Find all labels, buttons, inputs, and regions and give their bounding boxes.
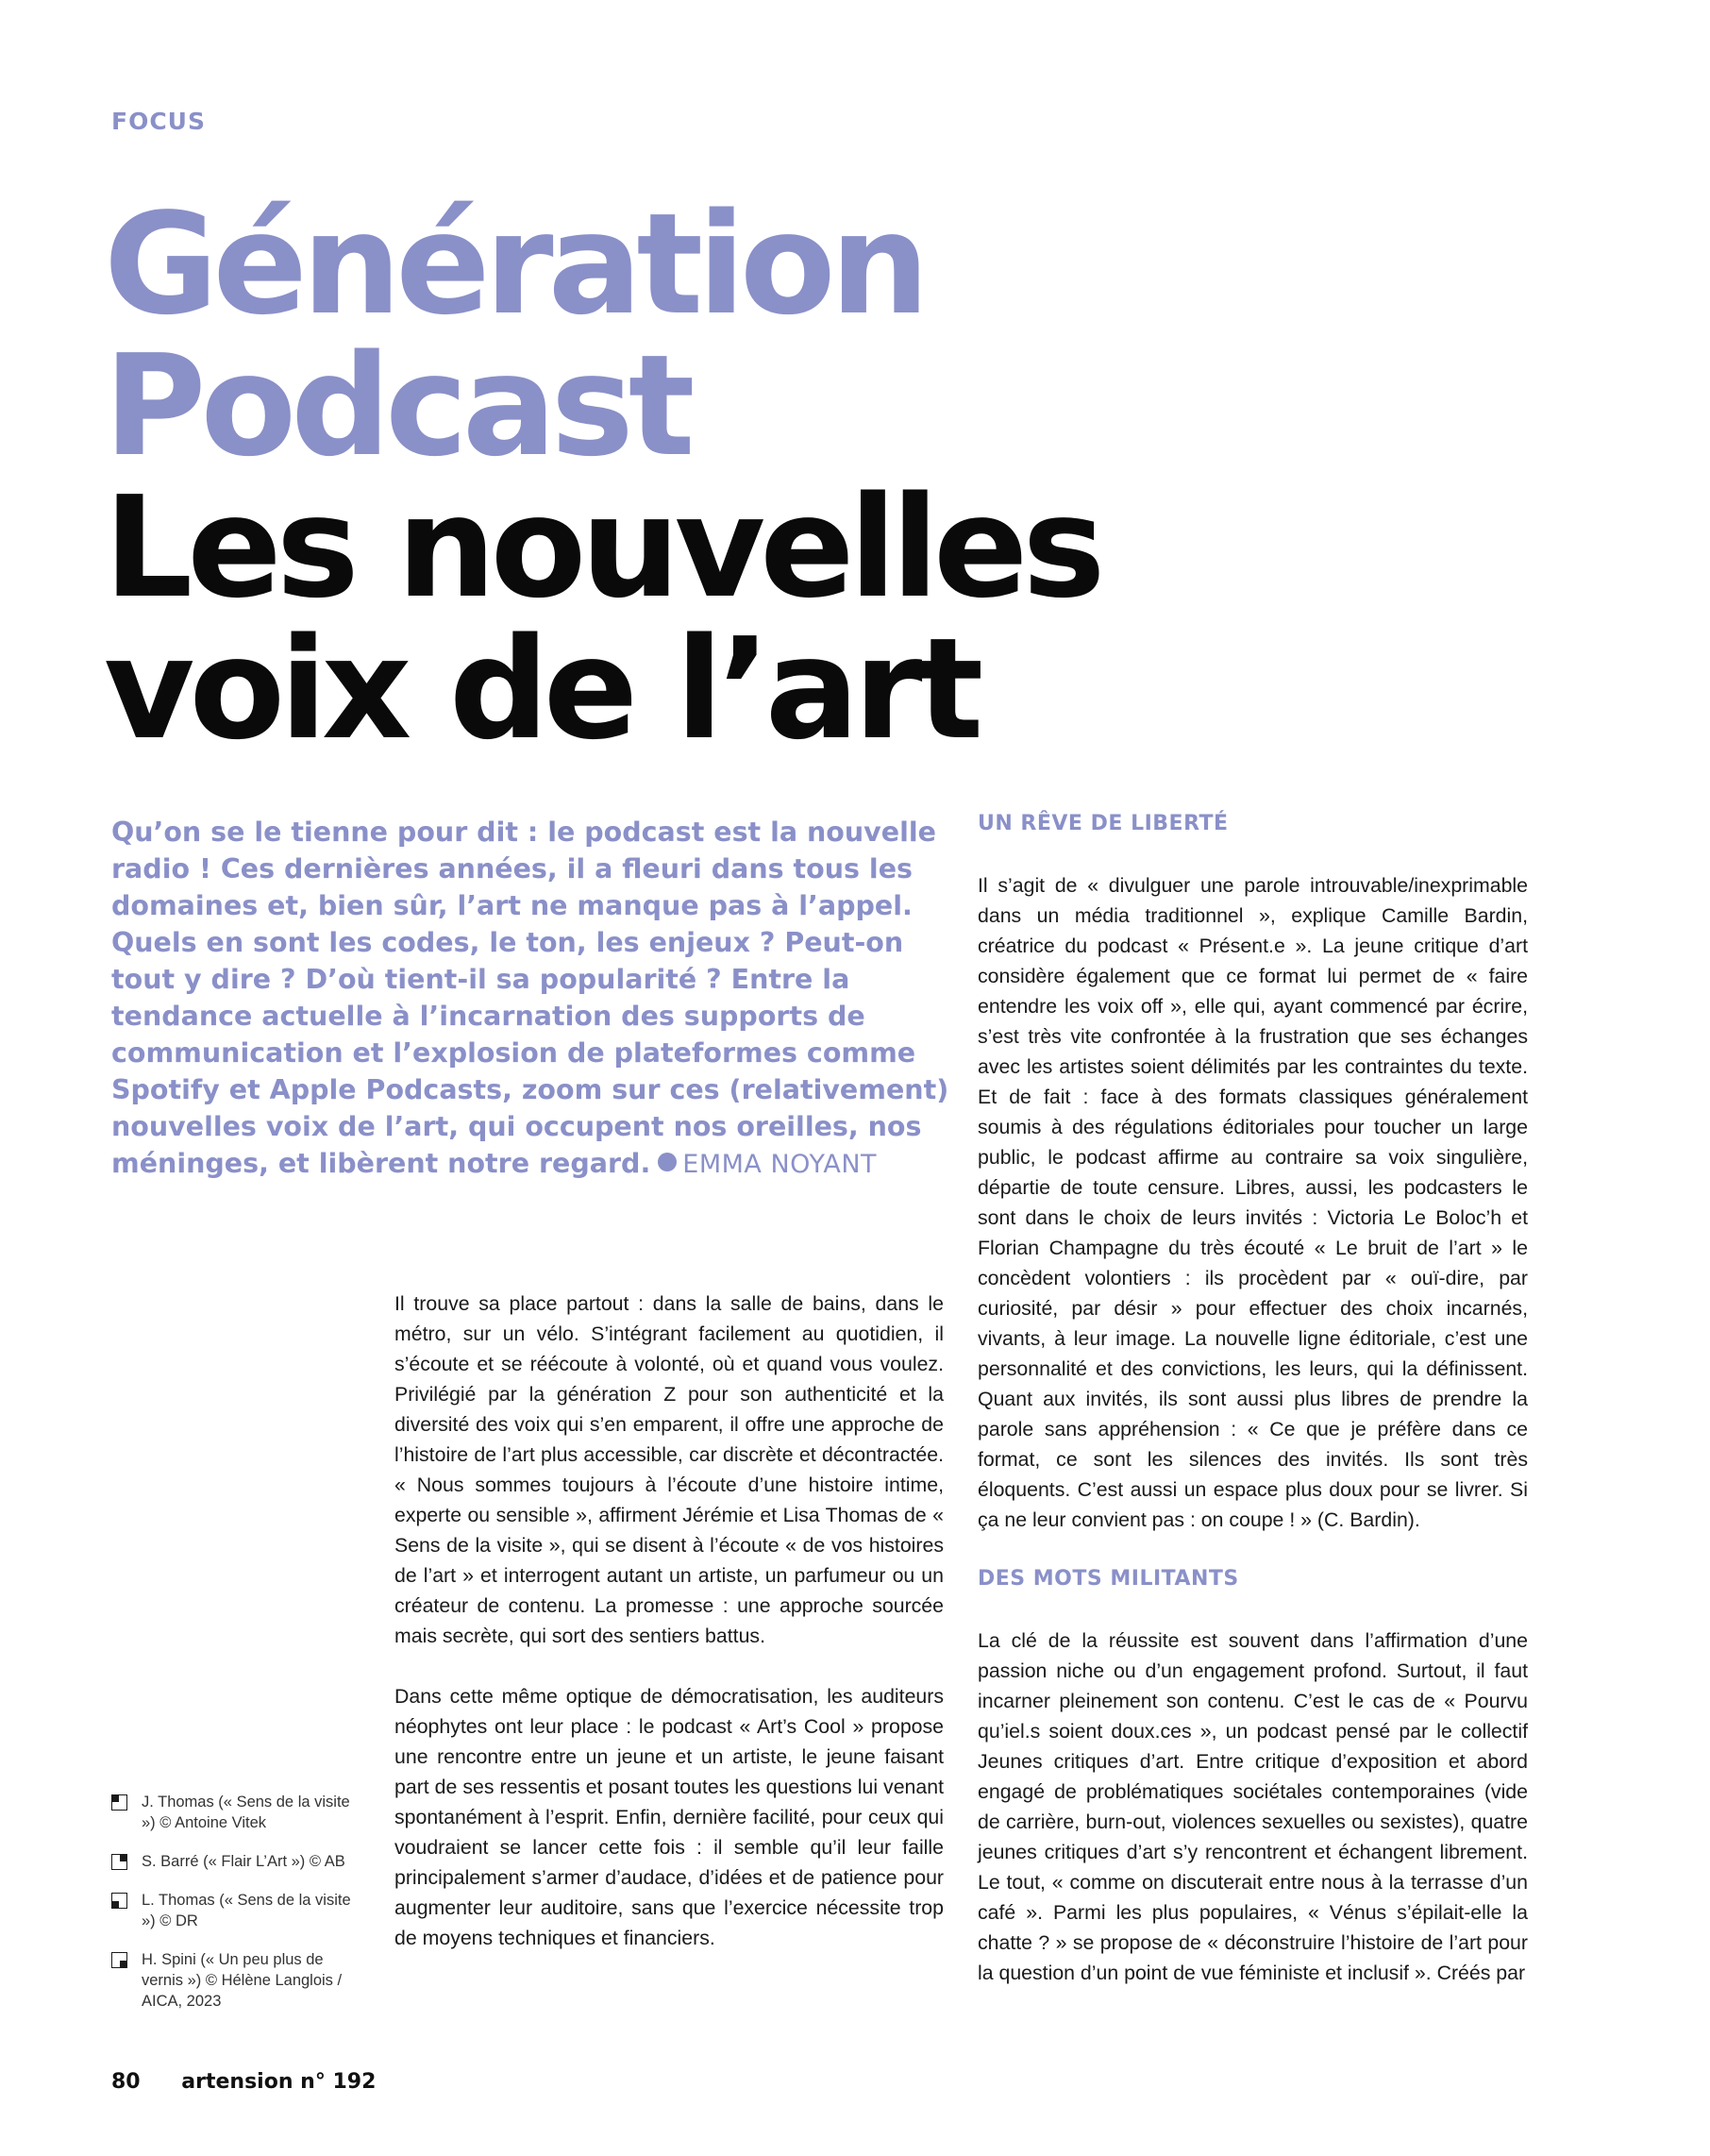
credit-text: S. Barré (« Flair L’Art ») © AB <box>142 1853 345 1870</box>
section-heading-1: UN RÊVE DE LIBERTÉ <box>978 812 1229 835</box>
grid-bottom-right-icon <box>111 1952 127 1968</box>
photo-credits <box>111 1792 357 2030</box>
intro-lead <box>111 814 956 1183</box>
section-heading-2: DES MOTS MILITANTS <box>978 1567 1239 1591</box>
bullet-dot-icon <box>658 1153 677 1171</box>
body-paragraph-1: Il trouve sa place partout : dans la salle de bains, dans le métro, sur un vélo. S’intégrant facilement au quotidien, il s’écoute et se réécoute à volonté, où et quand vous voulez. Privilégié par la génération Z pour son authenticité et la diversité des voix qui s’en emparent, il offre une approche de l’histoire de l’art plus accessible, car discrète et décontractée. « Nous sommes toujours à l’écoute d’une histoire intime, experte ou sensible », affirment Jérémie et Lisa Thomas de « Sens de la visite », qui se disent à l’écoute « de vos histoires de l’art » et interrogent autant un artiste, un parfumeur ou un créateur de contenu. La promesse : une approche sourcée mais secrète, qui sort des sentiers battus. <box>394 1292 944 1647</box>
title-line-4: voix de l’art <box>104 608 979 770</box>
credit-text: L. Thomas (« Sens de la visite ») © DR <box>142 1892 351 1929</box>
grid-top-right-icon <box>111 1854 127 1870</box>
title-line-1: Génération <box>104 183 924 345</box>
magazine-issue: artension n° 192 <box>181 2070 377 2094</box>
credit-text: H. Spini (« Un peu plus de vernis ») © Hélène Langlois / AICA, 2023 <box>142 1951 343 2010</box>
body-column-right <box>978 810 1528 2018</box>
credit-text: J. Thomas (« Sens de la visite ») © Antoine Vitek <box>142 1794 350 1831</box>
title-line-3: Les nouvelles <box>104 466 1100 629</box>
intro-text: Qu’on se le tienne pour dit : le podcast est la nouvelle radio ! Ces dernières années, il a fleuri dans tous les domaines et, bien sûr, l’art ne manque pas à l’appel. Quels en sont les codes, le ton, les enjeux ? Peut-on tout y dire ? D’où tient-il sa popularité ? Entre la tendance actuelle à l’incarnation des supports de communication et l’explosion de plateformes comme Spotify et Apple Podcasts, zoom sur ces (relativement) nouvelles voix de l’art, qui occupent nos oreilles, nos méninges, et libèrent notre regard. <box>111 817 949 1179</box>
body-column-middle <box>394 1289 944 1983</box>
grid-top-left-icon <box>111 1794 127 1811</box>
section-2-text: La clé de la réussite est souvent dans l’affirmation d’une passion niche ou d’un engagement profond. Surtout, il faut incarner pleinement son contenu. C’est le cas de « Pourvu qu’iel.s soient doux.ces », un podcast pensé par le collectif Jeunes critiques d’art. Entre critique d’exposition et abord engagé de problématiques sociétales contemporaines (vide de carrière, burn-out, violences sexuelles ou sexistes), quatre jeunes critiques d’art s’y rencontrent et échangent librement. Le tout, « comme on discuterait entre nous à la terrasse d’un café ». Parmi les plus populaires, « Vénus s’épilait-elle la chatte ? » se propose de « déconstruire l’histoire de l’art pour la question d’un point de vue féministe et inclusif ». Créés par <box>978 1629 1528 1984</box>
credit-item <box>111 1851 357 1872</box>
page-footer <box>111 2070 376 2094</box>
body-paragraph-2: Dans cette même optique de démocratisation, les auditeurs néophytes ont leur place : le podcast « Art’s Cool » propose une rencontre entre un jeune et un artiste, le jeune faisant part de ses ressentis et posant toutes les questions lui venant spontanément à l’esprit. Enfin, dernière facilité, pour ceux qui voudraient se lancer cette fois : il semble qu’il leur faille principalement s’armer d’audace, d’idées et de patience pour augmenter leur auditoire, sans que l’exercice nécessite trop de moyens techniques et financiers. <box>394 1685 944 1949</box>
credit-item <box>111 1890 357 1931</box>
title-line-2: Podcast <box>104 325 690 487</box>
grid-bottom-left-icon <box>111 1893 127 1909</box>
author-name: EMMA NOYANT <box>682 1150 878 1179</box>
section-rubric: FOCUS <box>111 108 206 135</box>
section-1-text: Il s’agit de « divulguer une parole introuvable/inexprimable dans un média traditionnel », explique Camille Bardin, créatrice du podcast « Présent.e ». La jeune critique d’art considère également que ce format lui permet de « faire entendre les voix off », elle qui, ayant commencé par écrire, s’est très vite confrontée à la frustration que ses échanges avec les artistes soient délimités par les contraintes du texte. Et de fait : face à des formats classiques généralement soumis à des régulations éditoriales pour toucher un large public, le podcast affirme au contraire sa voix singulière, départie de toute censure. Libres, aussi, les podcasters le sont dans le choix de leurs invités : Victoria Le Boloc’h et Florian Champagne du très écouté « Le bruit de l’art » le concèdent volontiers : ils procèdent par « ouï-dire, par curiosité, par désir » pour effectuer des choix incarnés, vivants, à leur image. La nouvelle ligne éditoriale, c’est une personnalité et des convictions, les leurs, qui la définissent. Quant aux invités, ils sont aussi plus libres de prendre la parole sans appréhension : « Ce que je préfère dans ce format, ce sont les silences des invités. Ils sont très éloquents. C’est aussi un espace plus doux pour se livrer. Si ça ne leur convient pas : on coupe ! » (C. Bardin). <box>978 874 1528 1531</box>
credit-item <box>111 1949 357 2012</box>
credit-item <box>111 1792 357 1833</box>
page-number: 80 <box>111 2070 141 2094</box>
article-title <box>104 183 1614 770</box>
